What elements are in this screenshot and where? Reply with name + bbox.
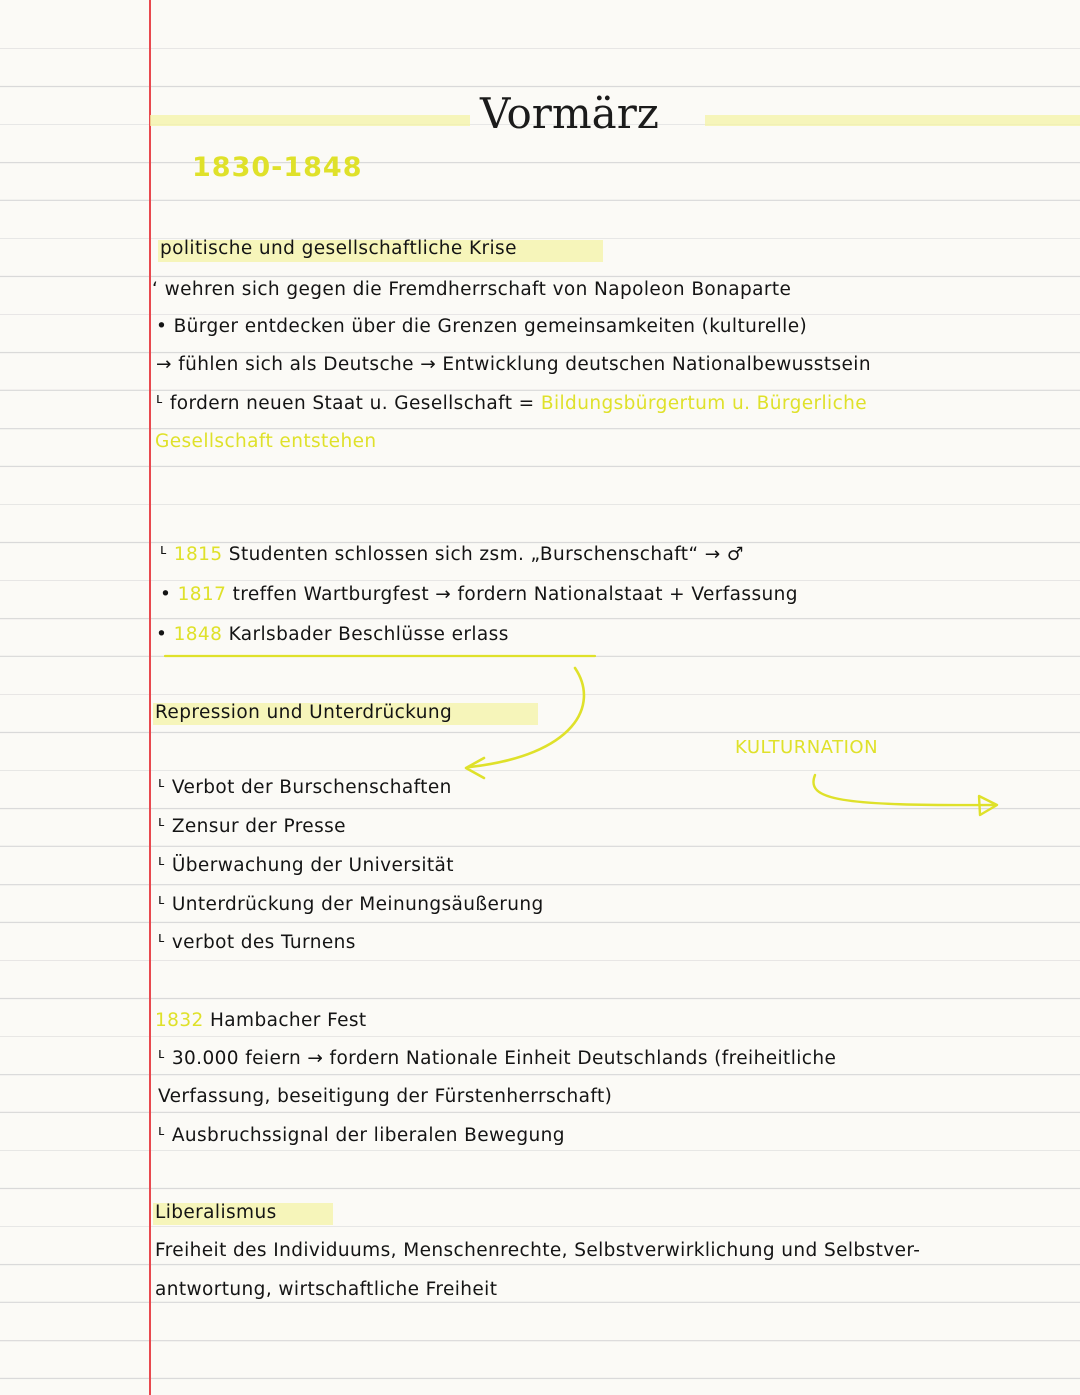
note-line: antwortung, wirtschaftliche Freiheit	[155, 1279, 498, 1300]
timeline-item: ᒻ 1815 Studenten schlossen sich zsm. „Burschenschaft“ → ♂	[160, 544, 744, 565]
period-label: 1830-1848	[192, 152, 363, 183]
note-line: Freiheit des Individuums, Menschenrechte, Selbstverwirklichung und Selbstver-	[155, 1240, 921, 1261]
section-heading: Repression und Unterdrückung	[155, 702, 453, 723]
kulturnation-arrow	[813, 775, 995, 805]
kulturnation-label: KULTURNATION	[735, 737, 879, 758]
timeline-item: • 1848 Karlsbader Beschlüsse erlass	[156, 624, 509, 645]
curved-arrow-head	[466, 758, 484, 778]
section-heading: Liberalismus	[155, 1202, 277, 1223]
note-line: ᒻ fordern neuen Staat u. Gesellschaft = Bildungsbürgertum u. Bürgerliche	[156, 393, 868, 414]
section-heading: politische und gesellschaftliche Krise	[160, 238, 517, 259]
note-line: ʻ wehren sich gegen die Fremdherrschaft von Napoleon Bonaparte	[152, 279, 792, 300]
note-line: • Bürger entdecken über die Grenzen gemeinsamkeiten (kulturelle)	[156, 316, 808, 337]
list-item: ᒻ Überwachung der Universität	[158, 855, 454, 876]
note-line-highlight: Gesellschaft entstehen	[155, 431, 377, 452]
timeline-item: • 1817 treffen Wartburgfest → fordern Nationalstaat + Verfassung	[160, 584, 798, 605]
note-line: Verfassung, beseitigung der Fürstenherrschaft)	[158, 1086, 613, 1107]
event-heading: 1832 Hambacher Fest	[155, 1010, 367, 1031]
list-item: ᒻ Verbot der Burschenschaften	[158, 777, 452, 798]
list-item: ᒻ Zensur der Presse	[158, 816, 346, 837]
list-item: ᒻ Unterdrückung der Meinungsäußerung	[158, 894, 544, 915]
curved-arrow	[470, 668, 584, 767]
note-line: ᒻ Ausbruchssignal der liberalen Bewegung	[158, 1125, 565, 1146]
note-line: ᒻ 30.000 feiern → fordern Nationale Einheit Deutschlands (freiheitliche	[158, 1048, 837, 1069]
list-item: ᒻ verbot des Turnens	[158, 932, 356, 953]
note-line: → fühlen sich als Deutsche → Entwicklung deutschen Nationalbewusstsein	[156, 354, 871, 375]
page-title: Vormärz	[480, 89, 659, 138]
